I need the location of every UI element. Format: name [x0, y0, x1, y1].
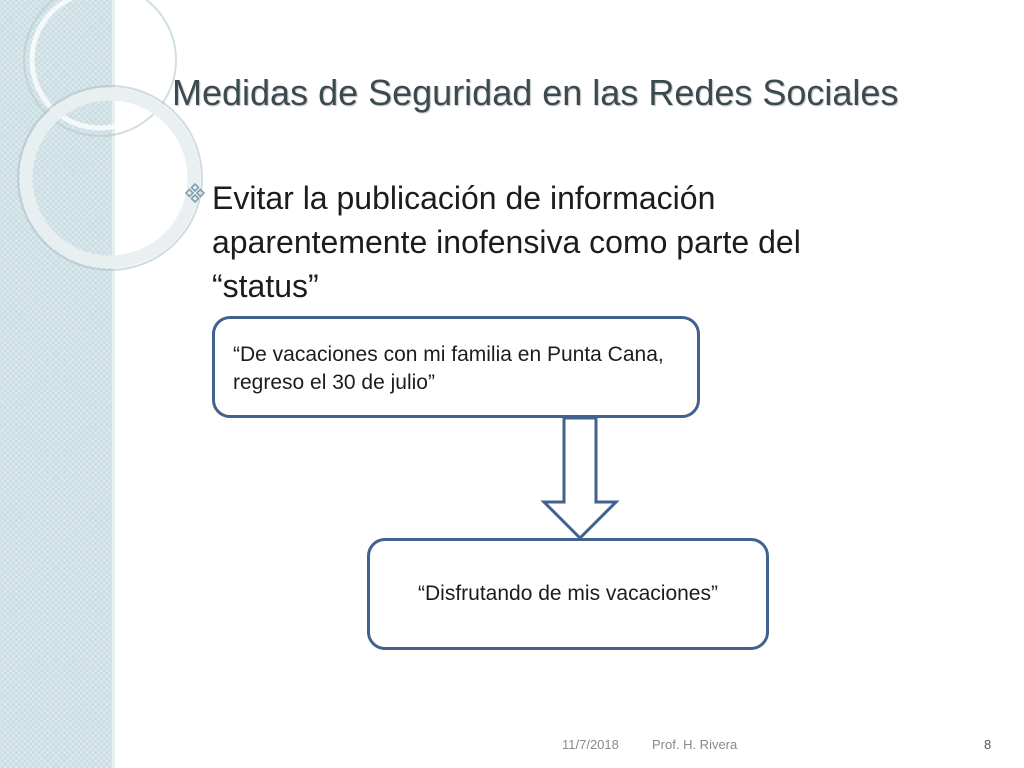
diamond-bullet-icon: [184, 182, 206, 204]
target-status-box: [367, 538, 769, 650]
source-status-box: [212, 316, 700, 418]
slide-number: 8: [984, 737, 992, 752]
slide-title: Medidas de Seguridad en las Redes Sociales: [172, 72, 899, 113]
source-status-text: “De vacaciones con mi familia en Punta Cana, regreso el 30 de julio”: [233, 343, 664, 394]
footer-date: 11/7/2018: [562, 737, 619, 752]
footer-author: Prof. H. Rivera: [652, 737, 738, 752]
target-status-text: “Disfrutando de mis vacaciones”: [418, 582, 718, 605]
bullet-text: Evitar la publicación de información aparentemente inofensiva como parte del “status”: [212, 180, 801, 304]
down-arrow-icon: [540, 416, 620, 540]
decorative-circles: [0, 0, 200, 260]
